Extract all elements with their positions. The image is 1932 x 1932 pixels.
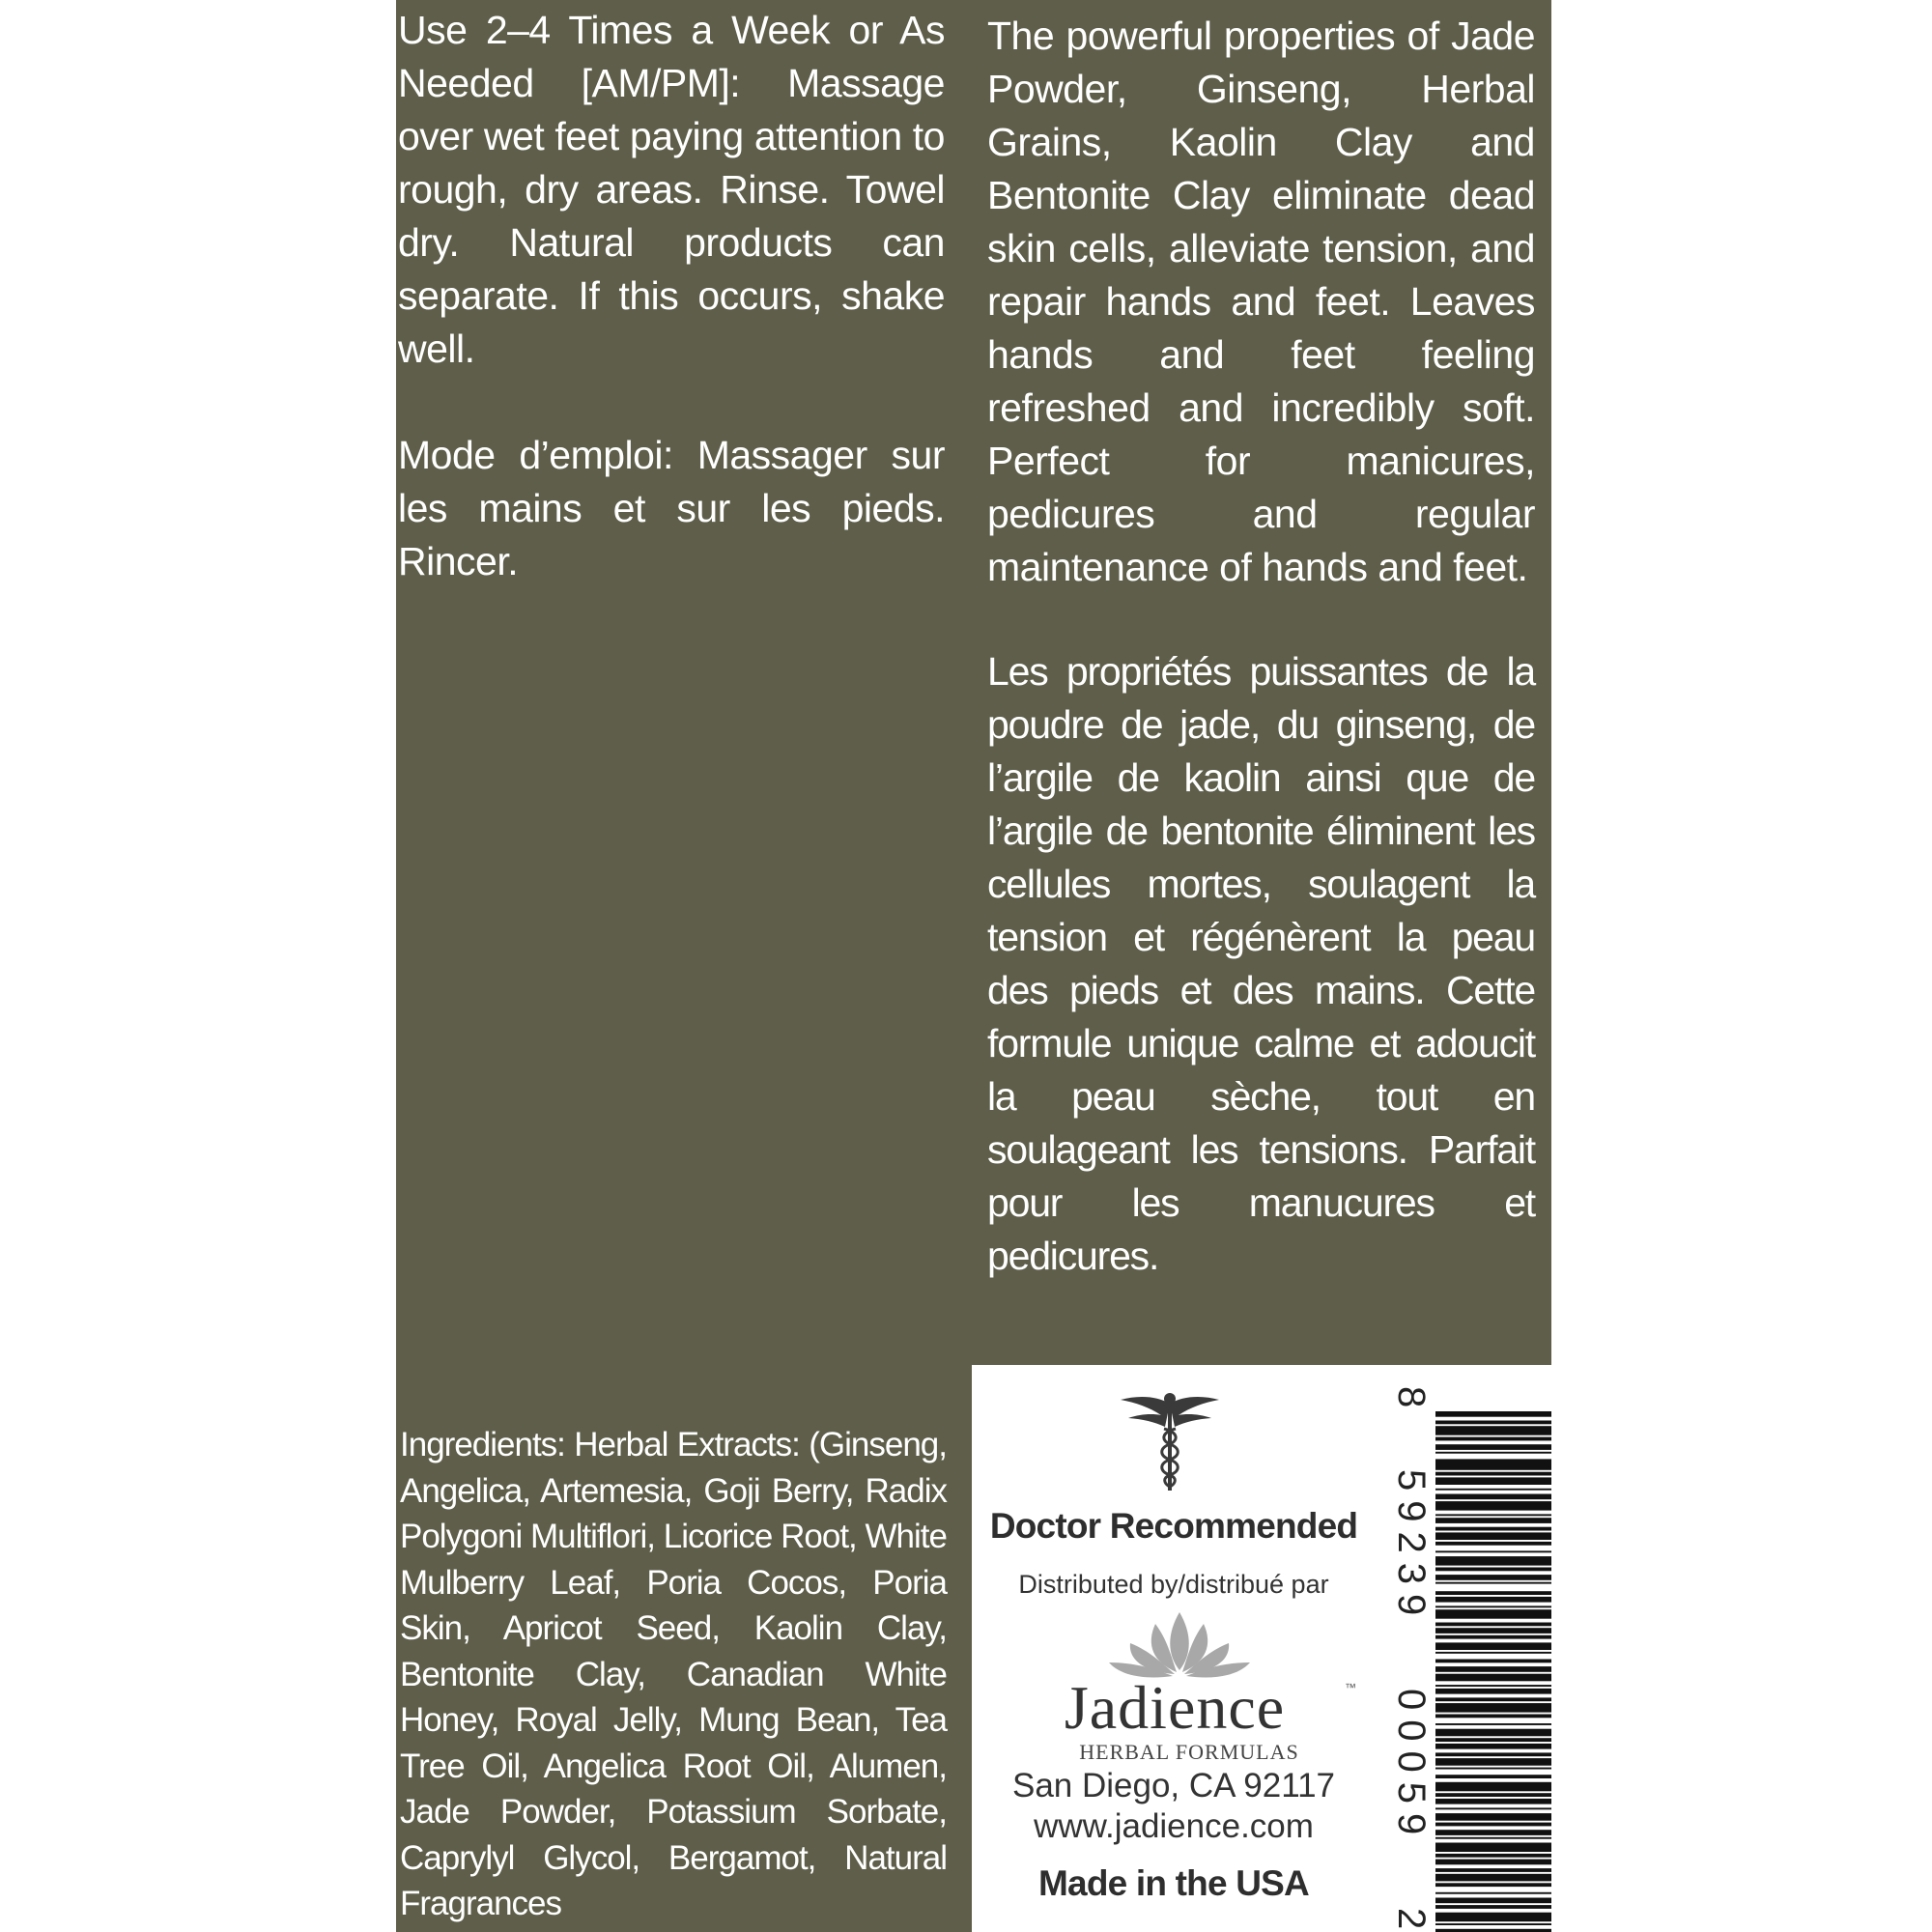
barcode-bar <box>1435 1426 1551 1435</box>
barcode-bar <box>1435 1715 1551 1719</box>
barcode-bar <box>1435 1703 1551 1713</box>
barcode-bar <box>1435 1883 1551 1887</box>
barcode-bar <box>1435 1758 1551 1766</box>
barcode-number-system: 8 <box>1390 1386 1433 1408</box>
barcode-bar <box>1435 1660 1551 1663</box>
barcode-bar <box>1435 1689 1551 1694</box>
website-url: www.jadience.com <box>1034 1807 1314 1845</box>
barcode-left-digits: 59239 <box>1390 1469 1433 1626</box>
barcode-bar <box>1435 1913 1551 1922</box>
barcode-bar <box>1435 1472 1551 1476</box>
barcode-check-digit: 2 <box>1390 1908 1433 1930</box>
barcode-bar <box>1435 1807 1551 1809</box>
barcode-bar <box>1435 1666 1551 1672</box>
barcode-bar <box>1435 1768 1551 1770</box>
product-description-french: Les propriétés puissantes de la poudre de jade, du ginseng, de l’argile de kaolin ainsi que de l’argile de bentonite éliminent les cellules mortes, soulagent la tension et régénèrent la peau des pieds et des mains. Cette formule unique calme et adoucit la peau sèche, tout en soulageant les tensions. Parfait pour les manucures et pedicures. <box>987 649 1535 1278</box>
barcode-bar <box>1435 1489 1551 1491</box>
barcode-bars <box>1435 1411 1551 1932</box>
barcode-bar <box>1435 1501 1551 1511</box>
usage-instructions-french: Mode d’emploi: Massager sur les mains et sur les pieds. Rincer. <box>398 433 945 583</box>
address-city: San Diego, CA 92117 <box>1011 1767 1336 1804</box>
barcode-bar <box>1435 1923 1551 1925</box>
made-in-usa-label: Made in the USA <box>1038 1863 1309 1903</box>
distributed-by-label: Distributed by/distribué par <box>1018 1570 1329 1599</box>
barcode-bar <box>1435 1868 1551 1872</box>
barcode-bar <box>1435 1674 1551 1682</box>
barcode-bar <box>1435 1609 1551 1619</box>
barcode-bar <box>1435 1738 1551 1742</box>
barcode-bar <box>1435 1437 1551 1441</box>
barcode-bar <box>1435 1459 1551 1469</box>
barcode-bar <box>1435 1568 1551 1572</box>
barcode-bar <box>1435 1799 1551 1804</box>
barcode-bar <box>1435 1697 1551 1701</box>
barcode-bar <box>1435 1514 1551 1516</box>
barcode-bar <box>1435 1591 1551 1595</box>
barcode-bar <box>1435 1837 1551 1839</box>
barcode-bar <box>1435 1793 1551 1797</box>
barcode-bar <box>1435 1623 1551 1627</box>
barcode-bar <box>1435 1582 1551 1584</box>
distributor-badge <box>972 1365 1551 1932</box>
brand-tagline: HERBAL FORMULAS <box>1079 1740 1299 1764</box>
barcode-bar <box>1435 1685 1551 1687</box>
barcode-bar <box>1435 1550 1551 1552</box>
barcode-bar <box>1435 1628 1551 1634</box>
barcode-bar <box>1435 1642 1551 1650</box>
brand-name: Jadience <box>1064 1673 1286 1742</box>
barcode-bar <box>1435 1752 1551 1756</box>
barcode-bar <box>1435 1898 1551 1904</box>
barcode-bar <box>1435 1744 1551 1749</box>
caduceus-icon <box>1117 1386 1223 1492</box>
barcode-right-digits: 00059 <box>1390 1689 1433 1845</box>
barcode-bar <box>1435 1605 1551 1607</box>
barcode-bar <box>1435 1775 1551 1778</box>
barcode-bar <box>1435 1635 1551 1639</box>
barcode-bar <box>1435 1542 1551 1546</box>
product-label-panel <box>396 0 1551 1932</box>
barcode-bar <box>1435 1518 1551 1523</box>
barcode-bar <box>1435 1843 1551 1853</box>
barcode-bar <box>1435 1444 1551 1450</box>
barcode-bar <box>1435 1411 1551 1417</box>
barcode-bar <box>1435 1813 1551 1821</box>
barcode-bar <box>1435 1854 1551 1858</box>
barcode-bar <box>1435 1421 1551 1425</box>
barcode-bar <box>1435 1860 1551 1865</box>
barcode-bar <box>1435 1874 1551 1882</box>
barcode-bar <box>1435 1556 1551 1566</box>
barcode-bar <box>1435 1723 1551 1725</box>
barcode-bar <box>1435 1597 1551 1603</box>
barcode-bar <box>1435 1452 1551 1454</box>
barcode-bar <box>1435 1830 1551 1835</box>
barcode-bar <box>1435 1729 1551 1737</box>
barcode-bar <box>1435 1892 1551 1894</box>
ingredients-list: Ingredients: Herbal Extracts: (Ginseng, Angelica, Artemesia, Goji Berry, Radix Polygoni Multiflori, Licorice Root, White Mulberry Leaf, Poria Cocos, Poria Skin, Apricot Seed, Kaolin Clay, Bentonite Clay, Canadian White Honey, Royal Jelly, Mung Bean, Tea Tree Oil, Angelica Root Oil, Alumen, Jade Powder, Potassium Sorbate, Caprylyl Glycol, Bergamot, Natural Fragrances <box>400 1426 947 1922</box>
barcode-bar <box>1435 1905 1551 1909</box>
usage-instructions-english: Use 2–4 Times a Week or As Needed [AM/PM]: Massage over wet feet paying attention to rough, dry areas. Rinse. Towel dry. Natural products can separate. If this occurs, shake well. <box>398 8 945 371</box>
barcode-bar <box>1435 1477 1551 1485</box>
barcode-bar <box>1435 1823 1551 1827</box>
barcode-bar <box>1435 1494 1551 1500</box>
barcode-bar <box>1435 1782 1551 1792</box>
barcode <box>1389 1365 1551 1932</box>
product-description-english: The powerful properties of Jade Powder, Ginseng, Herbal Grains, Kaolin Clay and Bentonite Clay eliminate dead skin cells, alleviate tension, and repair hands and feet. Leaves hands and feet feeling refreshed and incredibly soft. Perfect for manicures, pedicures and regular maintenance of hands and feet. <box>987 14 1535 589</box>
doctor-recommended-label: Doctor Recommended <box>989 1506 1358 1546</box>
barcode-bar <box>1435 1575 1551 1580</box>
brand-logo <box>1001 1605 1358 1778</box>
lotus-icon <box>1109 1612 1250 1677</box>
trademark-symbol: ™ <box>1345 1681 1356 1694</box>
barcode-bar <box>1435 1652 1551 1654</box>
barcode-bar <box>1435 1527 1551 1531</box>
barcode-bar <box>1435 1532 1551 1540</box>
